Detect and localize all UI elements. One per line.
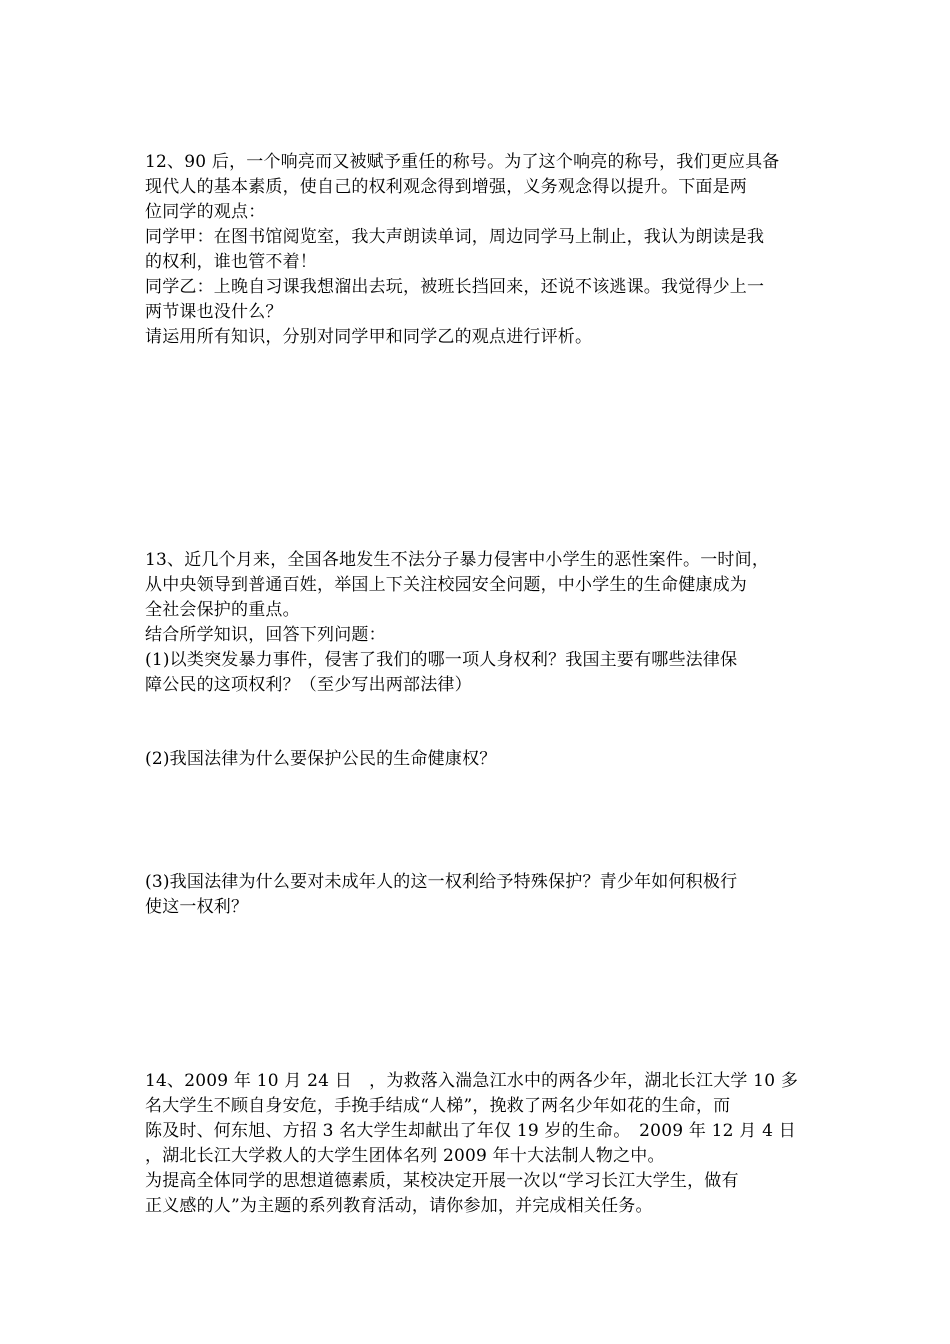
q13-part1-line: 障公民的这项权利？（至少写出两部法律）	[145, 675, 472, 695]
q12-line: 同学甲：在图书馆阅览室，我大声朗读单词，周边同学马上制止，我认为朗读是我	[145, 227, 765, 247]
q12-line: 12、90 后，一个响亮而又被赋予重任的称号。为了这个响亮的称号，我们更应具备	[145, 152, 780, 172]
q14-line: 为提高全体同学的思想道德素质，某校决定开展一次以“学习长江大学生，做有	[145, 1171, 739, 1191]
q12-line: 现代人的基本素质，使自己的权利观念得到增强，义务观念得以提升。下面是两	[145, 177, 747, 197]
q13-part3-line: 使这一权利？	[145, 897, 249, 917]
q12-line: 同学乙：上晚自习课我想溜出去玩，被班长挡回来，还说不该逃课。我觉得少上一	[145, 277, 765, 297]
q14-line: ，湖北长江大学救人的大学生团体名列 2009 年十大法制人物之中。	[145, 1146, 665, 1166]
q12-line: 位同学的观点：	[145, 202, 266, 222]
q13-intro-line: 13、近几个月来，全国各地发生不法分子暴力侵害中小学生的恶性案件。一时间，	[145, 550, 770, 570]
q13-instruction: 结合所学知识，回答下列问题：	[145, 625, 386, 645]
q13-part3-line: (3)我国法律为什么要对未成年人的这一权利给予特殊保护？青少年如何积极行	[145, 872, 738, 892]
q14-line: 正义感的人”为主题的系列教育活动，请你参加，并完成相关任务。	[145, 1196, 653, 1216]
q12-prompt: 请运用所有知识，分别对同学甲和同学乙的观点进行评析。	[145, 327, 593, 347]
q14-line: 名大学生不顾自身安危，手挽手结成“人梯”，挽救了两名少年如花的生命，而	[145, 1096, 731, 1116]
q14-line: 陈及时、何东旭、方招 3 名大学生却献出了年仅 19 岁的生命。 2009 年 12 月 4 日	[145, 1121, 796, 1141]
q13-intro-line: 从中央领导到普通百姓，举国上下关注校园安全问题，中小学生的生命健康成为	[145, 575, 747, 595]
q14-line: 14、2009 年 10 月 24 日 ，为救落入湍急江水中的两各少年，湖北长江大学 10 多	[145, 1071, 799, 1091]
q12-line: 两节课也没什么？	[145, 302, 283, 322]
q13-part2-line: (2)我国法律为什么要保护公民的生命健康权？	[145, 749, 497, 769]
q13-part1-line: (1)以类突发暴力事件，侵害了我们的哪一项人身权利？我国主要有哪些法律保	[145, 650, 738, 670]
q12-line: 的权利，谁也管不着！	[145, 252, 317, 272]
q13-intro-line: 全社会保护的重点。	[145, 600, 300, 620]
